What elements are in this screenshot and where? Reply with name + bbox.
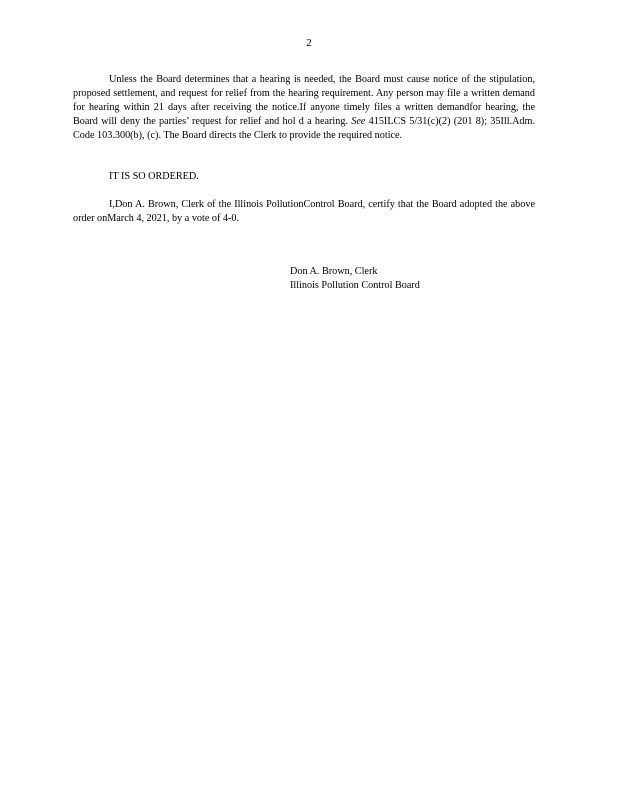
order-text: IT IS SO ORDERED.	[109, 171, 199, 182]
certification-text: I,Don A. Brown, Clerk of the Illinois PollutionControl Board, certify that the Board adopted the above order onMarch 4, 2021, by a vote of 4-0.	[73, 199, 535, 224]
see-signal: See	[351, 115, 366, 127]
order-paragraph	[73, 170, 535, 184]
notice-paragraph	[73, 73, 535, 143]
certification-paragraph	[73, 198, 535, 226]
notice-text: Unless the Board determines that a hearing is needed, the Board must cause notice of the stipulation, proposed settlement, and request for relief from the hearing requirement. Any person may file a written demand for hearing within 21 days after receiving the notice.If anyone timely files a written demandfor hearing, the Board will deny the parties’ request for relief and hol d a hearing.	[73, 74, 535, 127]
signature-block	[290, 265, 420, 293]
signature-organization: Illinois Pollution Control Board	[290, 280, 420, 291]
citation-text: 415ILCS 5/31(c)(2) (201 8); 35Ill.Adm. Code 103.300(b), (c). The Board directs the Clerk to provide the required notice.	[73, 115, 535, 141]
signature-name: Don A. Brown, Clerk	[290, 266, 378, 277]
page-number: 2	[306, 37, 312, 49]
